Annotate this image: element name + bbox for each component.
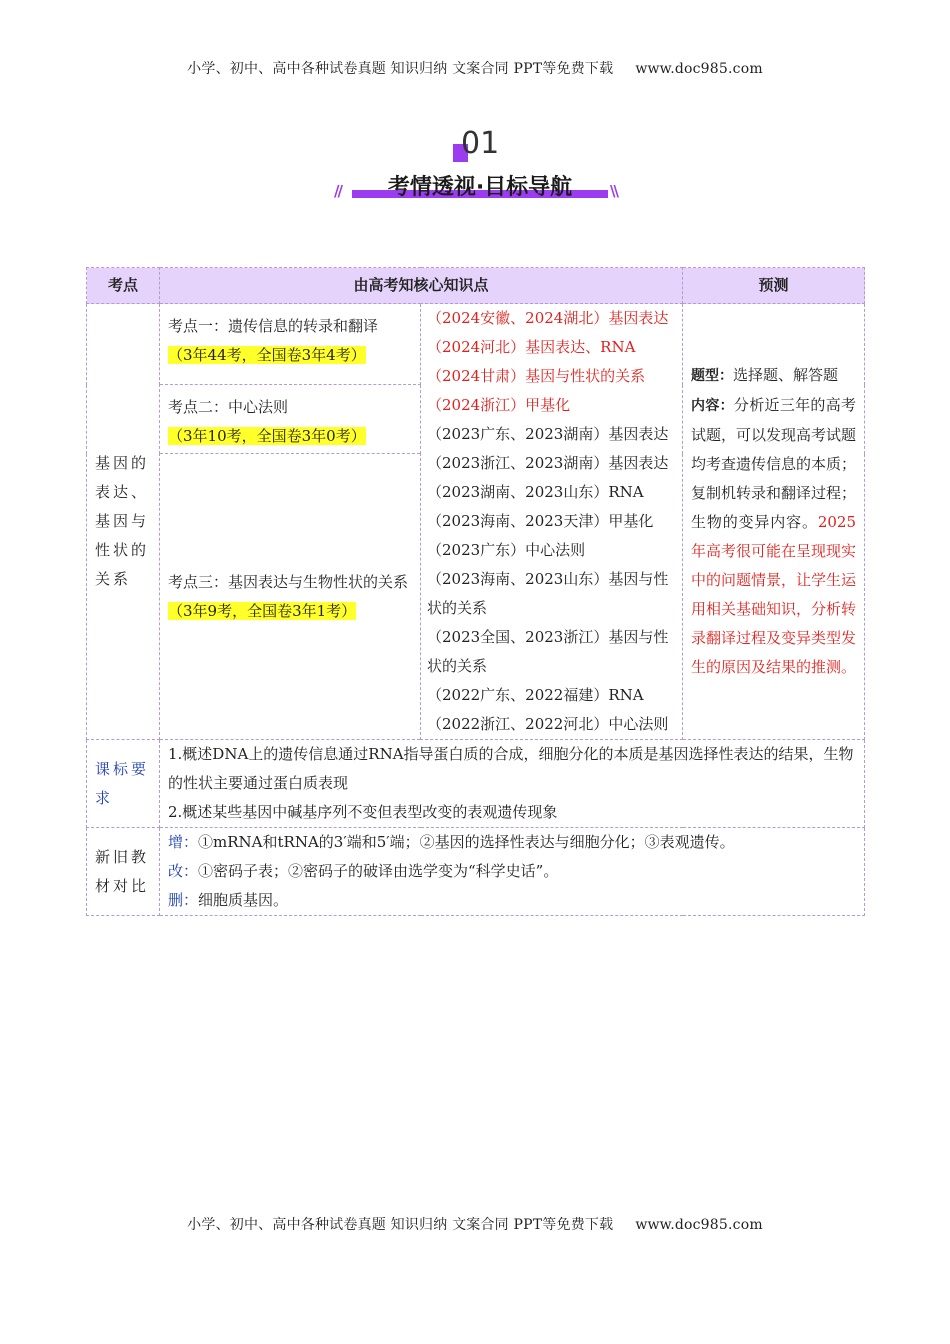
compare-delete (168, 886, 856, 915)
test-2023-1: （2023广东、2023湖南）基因表达 (427, 425, 669, 443)
prediction-content-label: 内容： (691, 398, 734, 414)
header-exam-point: 考点 (87, 268, 160, 304)
test-2023-6: （2023海南、2023山东）基因与性状的关系 (427, 570, 669, 617)
table-header-row (87, 268, 865, 304)
compare-label: 新旧教材对比 (87, 828, 160, 916)
deco-slash-right: \\ (610, 182, 617, 200)
banner-text: 小学、初中、高中各种试卷真题 知识归纳 文案合同 PPT等免费下载 (187, 61, 614, 77)
prediction-type (691, 361, 856, 391)
banner-text: 小学、初中、高中各种试卷真题 知识归纳 文案合同 PPT等免费下载 (187, 1217, 614, 1233)
exam-point-2-stat: （3年10考，全国卷3年0考） (168, 427, 366, 445)
top-banner (0, 58, 950, 78)
test-2024-3: （2024甘肃）基因与性状的关系 (427, 367, 646, 385)
prediction-content (691, 391, 856, 682)
prediction-content-text: 分析近三年的高考试题，可以发现高考试题均考查遗传信息的本质；复制机转录和翻译过程；生物的变异内容。 (691, 396, 857, 531)
exam-point-1-stat: （3年44考，全国卷3年4考） (168, 346, 366, 364)
bottom-banner (0, 1214, 950, 1234)
section-title-wrap (330, 168, 630, 204)
exam-point-1-label: 考点一：遗传信息的转录和翻译 (168, 317, 379, 335)
textbook-compare-row (87, 828, 865, 916)
compare-add-text: ①mRNA和tRNA的3′端和5′端；②基因的选择性表达与细胞分化；③表观遗传。 (198, 833, 735, 851)
test-2024-1: （2024安徽、2024湖北）基因表达 (427, 309, 669, 327)
exam-point-2-label: 考点二：中心法则 (168, 398, 289, 416)
compare-delete-label: 删： (168, 891, 199, 909)
prediction-type-text: 选择题、解答题 (733, 366, 839, 384)
point-row-1 (87, 304, 865, 385)
prediction-type-label: 题型： (691, 368, 734, 384)
topic-cell: 基因的表达、基因与性状的关系 (87, 304, 160, 740)
exam-point-3-stat: （3年9考，全国卷3年1考） (168, 601, 357, 620)
standard-item-2: 2.概述某些基因中碱基序列不变但表型改变的表观遗传现象 (168, 803, 558, 821)
prediction-cell (683, 304, 865, 740)
test-2023-2: （2023浙江、2023湖南）基因表达 (427, 454, 669, 472)
banner-site-link[interactable]: www.doc985.com (635, 61, 763, 77)
banner-site-link[interactable]: www.doc985.com (635, 1217, 763, 1233)
prediction-content-red: 2025年高考很可能在呈现现实中的问题情景，让学生运用相关基础知识，分析转录翻译过程及变异类型发生的原因及结果的推测。 (691, 513, 857, 676)
standards-row (87, 740, 865, 828)
deco-slash-left: // (334, 182, 341, 200)
compare-cell (160, 828, 865, 916)
test-2023-4: （2023海南、2023天津）甲基化 (427, 512, 654, 530)
standard-item-1: 1.概述DNA上的遗传信息通过RNA指导蛋白质的合成，细胞分化的本质是基因选择性表达的结果，生物的性状主要通过蛋白质表现 (168, 745, 854, 792)
section-heading (0, 126, 950, 206)
test-2023-5: （2023广东）中心法则 (427, 541, 586, 559)
header-prediction: 预测 (683, 268, 865, 304)
header-core-knowledge: 由高考知核心知识点 (160, 268, 683, 304)
test-2022-2: （2022浙江、2022河北）中心法则 (427, 715, 669, 733)
test-2024-4: （2024浙江）甲基化 (427, 396, 571, 414)
standards-cell (160, 740, 865, 828)
compare-add-label: 增： (168, 833, 199, 851)
exam-point-3-label: 考点三：基因表达与生物性状的关系 (168, 572, 409, 591)
compare-change-label: 改： (168, 862, 199, 880)
compare-delete-text: 细胞质基因。 (198, 891, 289, 909)
section-number-text: 01 (461, 126, 500, 161)
section-title: 考情透视·目标导航 (387, 175, 573, 200)
test-2023-7: （2023全国、2023浙江）基因与性状的关系 (427, 628, 669, 675)
test-2024-2: （2024河北）基因表达、RNA (427, 338, 636, 356)
exam-overview-table (86, 267, 865, 916)
test-2023-3: （2023湖南、2023山东）RNA (427, 483, 644, 501)
exam-point-2 (160, 385, 421, 454)
test-2022-1: （2022广东、2022福建）RNA (427, 686, 644, 704)
exam-point-1 (160, 304, 421, 385)
standards-label: 课标要求 (87, 740, 160, 828)
compare-change (168, 857, 856, 886)
compare-add (168, 828, 856, 857)
exam-point-3 (160, 454, 421, 740)
recent-tests-cell (421, 304, 683, 740)
section-number (453, 128, 513, 168)
compare-change-text: ①密码子表；②密码子的破译由选学变为“科学史话”。 (198, 862, 559, 880)
